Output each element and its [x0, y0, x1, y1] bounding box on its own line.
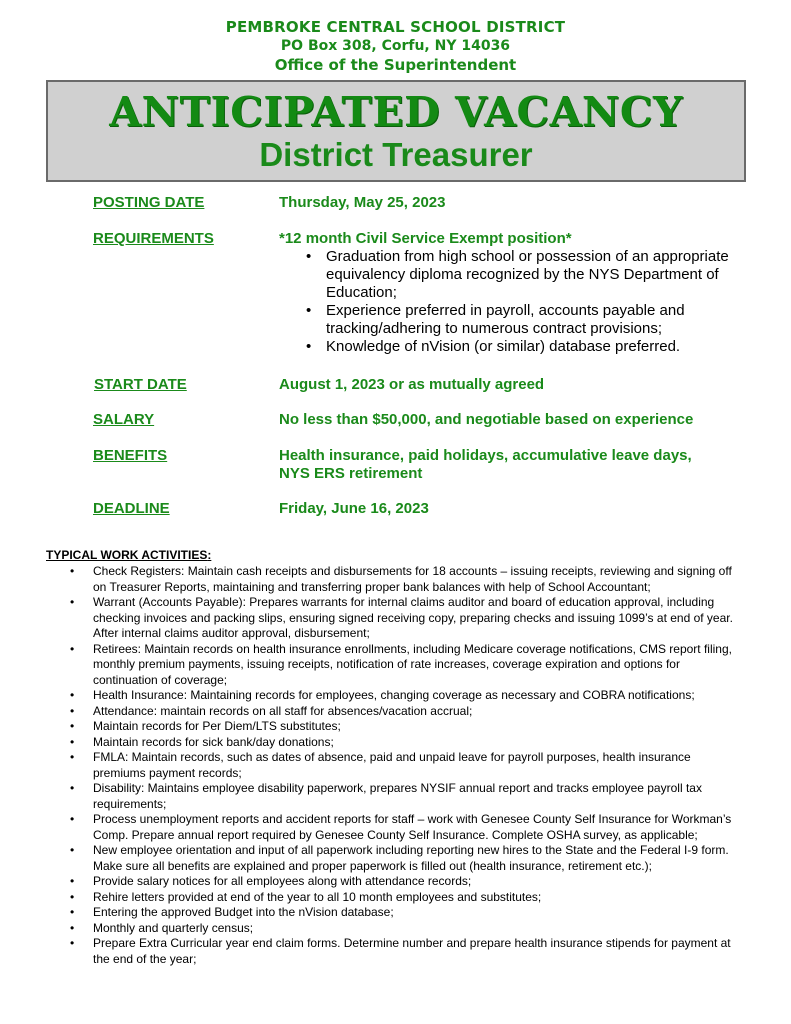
deadline-value: Friday, June 16, 2023 — [279, 500, 429, 517]
activities-list — [46, 564, 746, 967]
requirements-label: REQUIREMENTS — [93, 230, 214, 247]
salary-label: SALARY — [93, 411, 155, 428]
posting-date-label: POSTING DATE — [93, 194, 205, 211]
list-item: • Disability: Maintains employee disability paperwork, prepares NYSIF annual report and tracks employee payroll tax requirements; — [46, 781, 746, 812]
list-item: • Warrant (Accounts Payable): Prepares warrants for internal claims auditor and board of education approval, including checking invoices and packing slips, ensuring signed receiving copy, preparing checks and issuing 1099’s at end of year. After internal claims auditor approval, disbursement; — [46, 595, 746, 642]
vacancy-banner — [46, 80, 746, 182]
deadline-label: DEADLINE — [93, 500, 170, 517]
start-date-label: START DATE — [94, 376, 187, 393]
district-address: PO Box 308, Corfu, NY 14036 — [280, 38, 511, 54]
list-item: • Retirees: Maintain records on health insurance enrollments, including Medicare coverage notifications, CMS report filing, monthly premium payments, issuing receipts, notification of rate increases, coverage expiration and options for continuation of coverage; — [46, 642, 746, 689]
list-item: • Knowledge of nVision (or similar) database preferred. — [300, 338, 760, 356]
list-item: • New employee orientation and input of all paperwork including reporting new hires to the State and the Federal I-9 form. Make sure all benefits are explained and proper paperwork is filled out (health insurance, retirement etc.); — [46, 843, 746, 874]
list-item: • Maintain records for sick bank/day donations; — [46, 735, 746, 751]
list-item: • Health Insurance: Maintaining records for employees, changing coverage as necessary and COBRA notifications; — [46, 688, 746, 704]
benefits-value-line1: Health insurance, paid holidays, accumulative leave days, — [279, 447, 692, 464]
start-date-value: August 1, 2023 or as mutually agreed — [279, 376, 545, 393]
vacancy-title: ANTICIPATED VACANCY — [109, 88, 683, 136]
district-name: PEMBROKE CENTRAL SCHOOL DISTRICT — [225, 18, 566, 36]
activities-heading — [46, 548, 211, 562]
list-item: • Check Registers: Maintain cash receipts and disbursements for 18 accounts – issuing receipts, reviewing and signing off on Treasurer Reports, maintaining and transferring proper bank balances with help of School Accountant; — [46, 564, 746, 595]
benefits-label: BENEFITS — [93, 447, 168, 464]
posting-date-value: Thursday, May 25, 2023 — [279, 194, 446, 211]
requirements-list — [300, 248, 760, 356]
list-item: • Entering the approved Budget into the nVision database; — [46, 905, 746, 921]
list-item: • FMLA: Maintain records, such as dates of absence, paid and unpaid leave for payroll purposes, health insurance premiums payment records; — [46, 750, 746, 781]
list-item: • Rehire letters provided at end of the year to all 10 month employees and substitutes; — [46, 890, 746, 906]
benefits-value-line2: NYS ERS retirement — [279, 465, 423, 482]
list-item: • Attendance: maintain records on all staff for absences/vacation accrual; — [46, 704, 746, 720]
list-item: • Monthly and quarterly census; — [46, 921, 746, 937]
list-item: • Process unemployment reports and accident reports for staff – work with Genesee County Self Insurance for Workman’s Comp. Prepare annual report required by Genesee County Self Insurance. Complete OSHA survey, as applicable; — [46, 812, 746, 843]
list-item: • Graduation from high school or possession of an appropriate equivalency diploma recognized by the NYS Department of Education; — [300, 248, 760, 302]
salary-value: No less than $50,000, and negotiable based on experience — [279, 411, 694, 428]
list-item: • Provide salary notices for all employees along with attendance records; — [46, 874, 746, 890]
activities-title: TYPICAL WORK ACTIVITIES — [46, 548, 208, 562]
office-name: Office of the Superintendent — [274, 56, 517, 74]
position-title: District Treasurer — [259, 136, 533, 173]
list-item: • Maintain records for Per Diem/LTS substitutes; — [46, 719, 746, 735]
activities-title-colon: : — [207, 548, 212, 562]
requirements-value: *12 month Civil Service Exempt position* — [279, 230, 572, 247]
list-item: • Prepare Extra Curricular year end claim forms. Determine number and prepare health insurance stipends for payment at the end of the year; — [46, 936, 746, 967]
list-item: • Experience preferred in payroll, accounts payable and tracking/adhering to numerous contract provisions; — [300, 302, 760, 338]
